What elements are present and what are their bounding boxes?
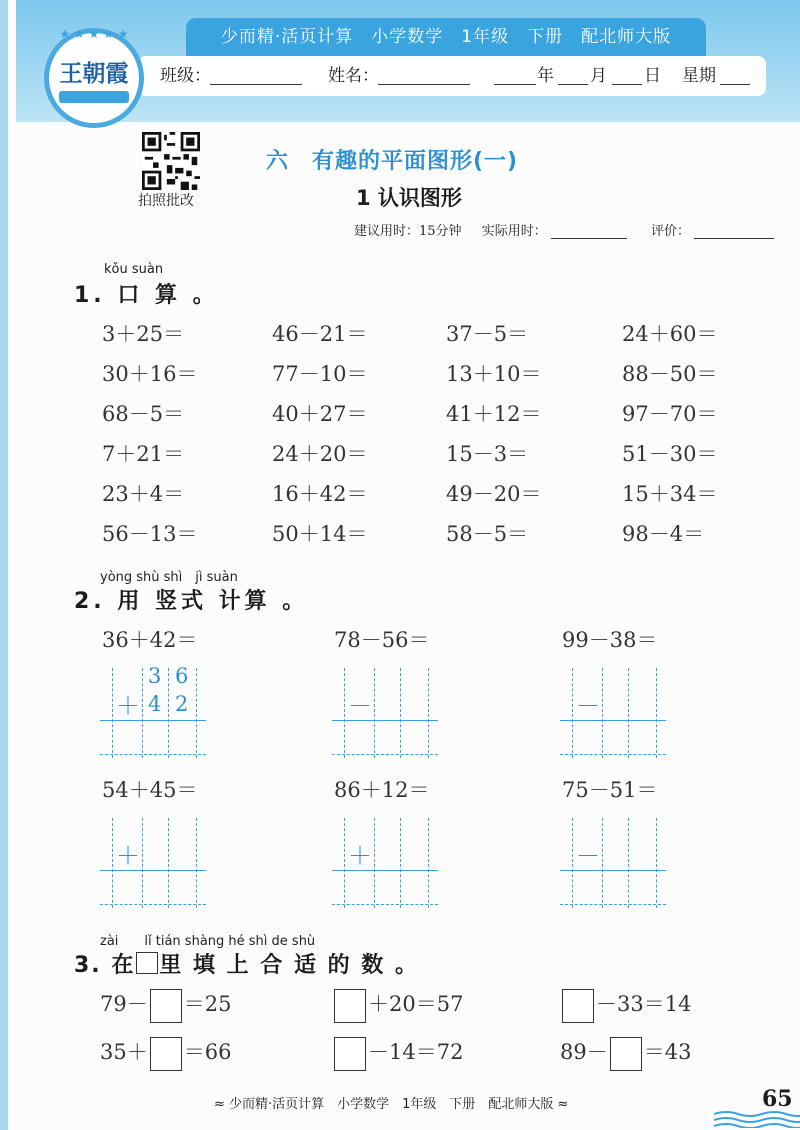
footer-text: ≈ 少而精·活页计算 小学数学 1年级 下册 配北师大版 ≈ <box>214 1097 569 1112</box>
grid-line <box>100 904 206 905</box>
qr-caption: 拍照批改 <box>138 193 194 209</box>
grid-line <box>332 904 438 905</box>
day-field[interactable] <box>612 56 642 96</box>
answer-box[interactable] <box>562 989 594 1023</box>
fill-in-equation <box>100 988 231 1023</box>
answer-box[interactable] <box>150 989 182 1023</box>
unit-title: 六 有趣的平面图形(一) <box>266 149 519 174</box>
section3-pinyin: zài lǐ tián shàng hé shì de shù <box>100 934 316 949</box>
oral-calc-item[interactable]: 30＋16＝ <box>102 362 198 386</box>
ribbon-icon <box>59 91 129 103</box>
grid-line <box>602 668 603 758</box>
fill-in-equation <box>560 1036 691 1071</box>
oral-calc-item[interactable]: 58－5＝ <box>446 522 529 546</box>
equation-prefix: 35＋ <box>100 1040 148 1064</box>
oral-calc-item[interactable]: 24＋60＝ <box>622 322 718 346</box>
answer-box[interactable] <box>334 1037 366 1071</box>
box-glyph-icon <box>136 952 158 974</box>
grid-line <box>142 668 143 758</box>
oral-calc-item[interactable]: 40＋27＝ <box>272 402 368 426</box>
equation-suffix: ＝25 <box>183 992 232 1016</box>
minus-sign: － <box>576 692 600 720</box>
year-field[interactable] <box>494 56 536 96</box>
vertical-digit: 3 <box>148 664 162 688</box>
grid-line <box>628 668 629 758</box>
actual-time-label: 实际用时： <box>481 224 547 239</box>
oral-calc-item[interactable]: 77－10＝ <box>272 362 368 386</box>
section3-title-b: 里 填 上 合 适 的 数 。 <box>159 953 419 978</box>
grid-line <box>572 818 573 908</box>
grid-line <box>374 668 375 758</box>
oral-calc-item[interactable]: 13＋10＝ <box>446 362 542 386</box>
oral-calc-item[interactable]: 46－21＝ <box>272 322 368 346</box>
oral-calc-item[interactable]: 49－20＝ <box>446 482 542 506</box>
oral-calc-item[interactable]: 23＋4＝ <box>102 482 185 506</box>
lesson-title: 1 认识图形 <box>356 186 462 210</box>
grid-line <box>572 668 573 758</box>
section2-pinyin: yòng shù shì jì suàn <box>100 570 238 585</box>
section2-title: 2. 用 竖式 计算 。 <box>74 589 309 614</box>
oral-calc-item[interactable]: 15＋34＝ <box>622 482 718 506</box>
vertical-calc-equation: 78－56＝ <box>334 628 430 652</box>
equation-prefix: 89－ <box>560 1040 608 1064</box>
grid-line <box>344 818 345 908</box>
grid-line <box>602 818 603 908</box>
vertical-digit: 2 <box>175 692 189 716</box>
student-info-bar <box>138 56 766 96</box>
class-label: 班级： <box>160 66 211 86</box>
grid-line <box>656 668 657 758</box>
series-title: 少而精·活页计算 小学数学 1年级 下册 配北师大版 <box>186 18 706 56</box>
grid-line <box>374 818 375 908</box>
brand-logo <box>44 28 144 128</box>
grid-line <box>628 818 629 908</box>
section3-title <box>74 948 419 979</box>
qr-code-icon[interactable] <box>142 132 200 190</box>
oral-calc-item[interactable]: 16＋42＝ <box>272 482 368 506</box>
grid-line <box>142 818 143 908</box>
grid-line <box>400 668 401 758</box>
page-number: 65 <box>762 1086 793 1112</box>
oral-calc-item[interactable]: 37－5＝ <box>446 322 529 346</box>
fill-in-equation <box>560 988 691 1023</box>
month-label: 月 <box>590 66 607 86</box>
name-label: 姓名： <box>328 66 379 86</box>
minus-sign: － <box>576 842 600 870</box>
grid-line <box>112 668 113 758</box>
oral-calc-item[interactable]: 56－13＝ <box>102 522 198 546</box>
oral-calc-item[interactable]: 50＋14＝ <box>272 522 368 546</box>
vertical-calc-equation: 75－51＝ <box>562 778 658 802</box>
stars-icon: ★ ★ ★ ★ ★ <box>59 27 129 41</box>
grid-line <box>560 754 666 755</box>
section1-title: 1. 口 算 。 <box>74 283 219 308</box>
oral-calc-item[interactable]: 41＋12＝ <box>446 402 542 426</box>
vertical-calc-equation: 86＋12＝ <box>334 778 430 802</box>
answer-box[interactable] <box>334 989 366 1023</box>
equation-suffix: －14＝72 <box>368 1040 464 1064</box>
vertical-calc-equation: 99－38＝ <box>562 628 658 652</box>
time-meta <box>354 220 774 239</box>
equation-prefix: 79－ <box>100 992 148 1016</box>
logo-text: 王朝霞 <box>59 60 129 87</box>
answer-box[interactable] <box>610 1037 642 1071</box>
equation-suffix: ＋20＝57 <box>368 992 464 1016</box>
oral-calc-item[interactable]: 24＋20＝ <box>272 442 368 466</box>
oral-calc-item[interactable]: 88－50＝ <box>622 362 718 386</box>
day-label: 日 <box>644 66 661 86</box>
grid-line <box>196 668 197 758</box>
minus-sign: － <box>348 692 372 720</box>
equation-suffix: ＝43 <box>643 1040 692 1064</box>
plus-sign: ＋ <box>116 842 140 870</box>
oral-calc-item[interactable]: 3＋25＝ <box>102 322 185 346</box>
grid-line <box>428 818 429 908</box>
suggest-time: 建议用时：15分钟 <box>354 224 462 239</box>
oral-calc-item[interactable]: 98－4＝ <box>622 522 705 546</box>
equation-suffix: ＝66 <box>183 1040 232 1064</box>
fill-in-equation <box>332 988 463 1023</box>
vertical-calc-equation: 54＋45＝ <box>102 778 198 802</box>
vertical-digit: 6 <box>175 664 189 688</box>
month-field[interactable] <box>558 56 588 96</box>
year-label: 年 <box>537 66 554 86</box>
fill-in-equation <box>332 1036 463 1071</box>
grid-line <box>112 818 113 908</box>
grid-line <box>168 668 169 758</box>
oral-calc-item[interactable]: 68－5＝ <box>102 402 185 426</box>
grid-line <box>560 904 666 905</box>
section1-pinyin: kǒu suàn <box>104 262 164 277</box>
oral-calc-item[interactable]: 7＋21＝ <box>102 442 185 466</box>
week-label: 星期 <box>682 66 716 86</box>
oral-calc-item[interactable]: 51－30＝ <box>622 442 718 466</box>
actual-time-field[interactable] <box>551 225 627 239</box>
plus-sign: ＋ <box>116 692 140 720</box>
vertical-digit: 4 <box>148 692 162 716</box>
grid-line <box>400 818 401 908</box>
class-field[interactable] <box>210 56 302 96</box>
grid-line <box>332 754 438 755</box>
equation-suffix: －33＝14 <box>596 992 692 1016</box>
answer-box[interactable] <box>150 1037 182 1071</box>
vertical-calc-equation: 36＋42＝ <box>102 628 198 652</box>
oral-calc-item[interactable]: 15－3＝ <box>446 442 529 466</box>
grid-line <box>656 818 657 908</box>
grid-line <box>428 668 429 758</box>
oral-calc-item[interactable]: 97－70＝ <box>622 402 718 426</box>
section3-title-a: 3. 在 <box>74 953 136 978</box>
eval-label: 评价： <box>650 224 690 239</box>
grid-line <box>196 818 197 908</box>
grid-line <box>100 754 206 755</box>
plus-sign: ＋ <box>348 842 372 870</box>
grid-line <box>168 818 169 908</box>
grid-line <box>344 668 345 758</box>
fill-in-equation <box>100 1036 231 1071</box>
eval-field[interactable] <box>694 225 774 239</box>
week-field[interactable] <box>720 56 750 96</box>
name-field[interactable] <box>378 56 470 96</box>
